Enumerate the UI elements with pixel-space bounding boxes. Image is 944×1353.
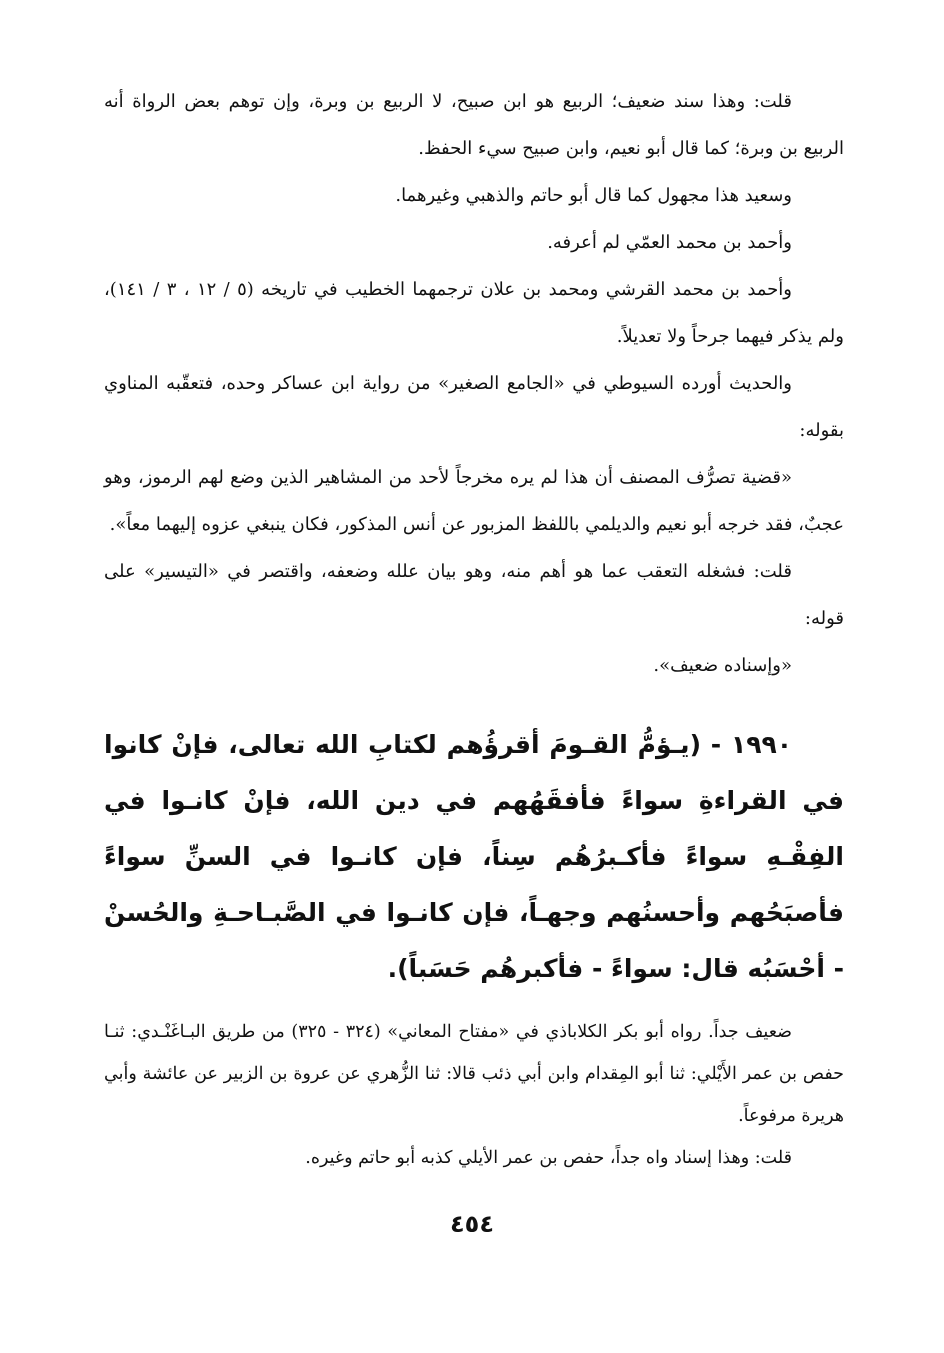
spacer bbox=[104, 689, 844, 717]
commentary-paragraph: قلت: فشغله التعقب عما هو أهم منه، وهو بيان علله وضعفه، واقتصر في «التيسير» على قوله: bbox=[104, 561, 844, 629]
spacer bbox=[104, 997, 844, 1011]
commentary-paragraph: وسعيد هذا مجهول كما قال أبو حاتم والذهبي وغيرهما. bbox=[395, 185, 792, 206]
takhrij-paragraph: ضعيف جداً. رواه أبو بكر الكلاباذي في «مفتاح المعاني» (٣٢٤ - ٣٢٥) من طريق البـاغَنْـدي: ثنـا حفص بن عمر الأَيْلي: ثنا أبو المِقدام وابن أبي ذئب قالا: ثنا الزُّهري عن عروة بن الزبير عن عائشة وأبي هريرة مرفوعاً. bbox=[104, 1022, 844, 1126]
takhrij-paragraph: قلت: وهذا إسناد واه جداً، حفص بن عمر الأيلي كذبه أبو حاتم وغيره. bbox=[305, 1148, 792, 1168]
quoted-paragraph: «قضية تصرُّف المصنف أن هذا لم يره مخرجاً لأحد من المشاهير الذين وضع لهم الرموز، وهو عجبٌ، فقد خرجه أبو نعيم والديلمي باللفظ المزبور عن أنس المذكور، فكان ينبغي عزوه إليهما معاً». bbox=[104, 467, 844, 535]
quoted-paragraph: «وإسناده ضعيف». bbox=[653, 655, 792, 676]
page-number: ٤٥٤ bbox=[450, 1210, 494, 1238]
commentary-paragraph: وأحمد بن محمد العمّي لم أعرفه. bbox=[547, 232, 792, 253]
commentary-paragraph: قلت: وهذا سند ضعيف؛ الربيع هو ابن صبيح، لا الربيع بن وبرة، وإن توهم بعض الرواة أنه الربيع بن وبرة؛ كما قال أبو نعيم، وابن صبيح سيء الحفظ. bbox=[104, 91, 844, 159]
page-content bbox=[104, 78, 844, 1179]
hadith-text: ١٩٩٠ - (يـؤمُّ القـومَ أقرؤُهم لكتابِ الله تعالى، فإنْ كانوا في القراءةِ سواءً فأفقَهُهم في دين الله، فإنْ كانـوا في الفِقْـهِ سواءً فأكـبرُهُم سِناً، فإن كانـوا في السنِّ سواءً فأصبَحُهم وأحسنُهم وجهـاً، فإن كانـوا في الصَّبـاحـةِ والحُسنْ - أحْسَبُه قال: سواءً - فأكبرهُم حَسَباً). bbox=[104, 730, 844, 983]
commentary-paragraph: وأحمد بن محمد القرشي ومحمد بن علان ترجمهما الخطيب في تاريخه (٥ / ١٢ ، ٣ / ١٤١)، ولم يذكر فيهما جرحاً ولا تعديلاً. bbox=[104, 279, 844, 347]
commentary-paragraph: والحديث أورده السيوطي في «الجامع الصغير» من رواية ابن عساكر وحده، فتعقّبه المناوي بقوله: bbox=[104, 373, 844, 441]
